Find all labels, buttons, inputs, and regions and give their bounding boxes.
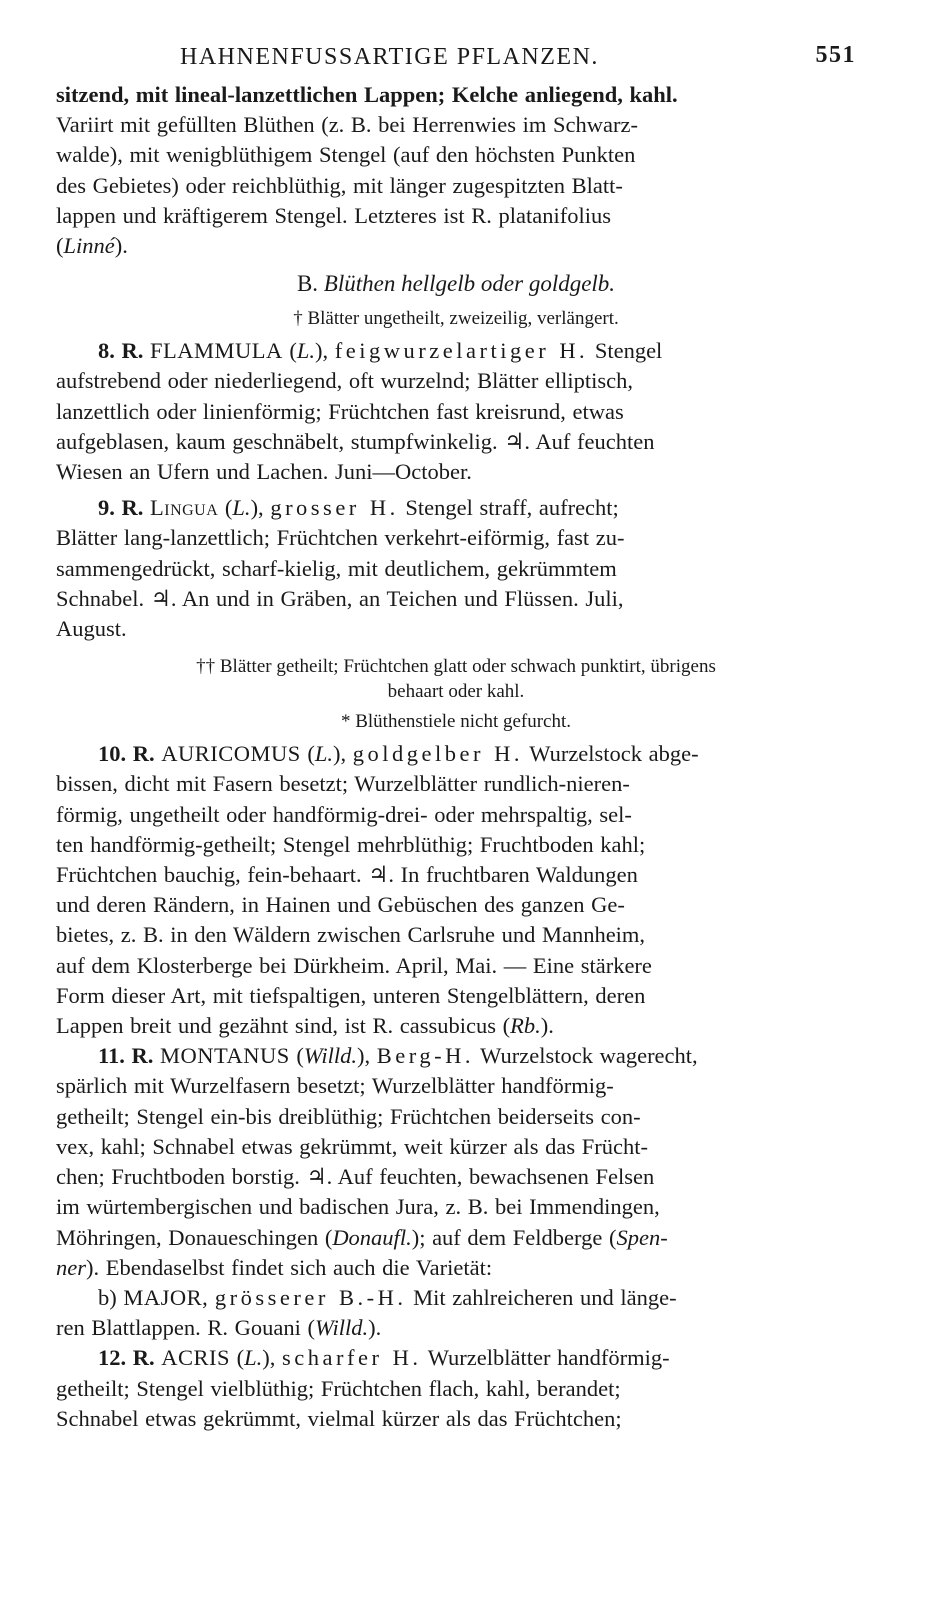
text-fragment: ). bbox=[540, 1013, 554, 1039]
text-line: Schnabel. ♃. An und in Gräben, an Teichen und Flüssen. Juli, bbox=[56, 585, 624, 611]
text-fragment: ), bbox=[250, 495, 264, 521]
text-line: aufgeblasen, kaum geschnäbelt, stumpfwinkelig. ♃. Auf feuchten bbox=[56, 428, 655, 454]
text-line: †† Blätter getheilt; Früchtchen glatt oder schwach punktirt, übrigens bbox=[196, 656, 716, 678]
common-name: Berg-H. bbox=[376, 1043, 474, 1069]
section-heading-b bbox=[56, 269, 856, 299]
species-entry-10 bbox=[56, 739, 856, 1041]
text-fragment: ), bbox=[315, 338, 329, 364]
text-fragment: Stengel bbox=[594, 338, 663, 364]
variety-label: b) bbox=[98, 1284, 117, 1310]
book-page bbox=[56, 40, 856, 1434]
species-name: FLAMMULA bbox=[150, 338, 283, 364]
text-line: Schnabel etwas gekrümmt, vielmal kürzer als das Früchtchen; bbox=[56, 1405, 622, 1431]
text-fragment: Stengel straff, aufrecht; bbox=[405, 495, 619, 521]
text-line: spärlich mit Wurzelfasern besetzt; Wurzelblätter handförmig- bbox=[56, 1073, 614, 1099]
text-line: vex, kahl; Schnabel etwas gekrümmt, weit kürzer als das Frücht- bbox=[56, 1133, 648, 1159]
entry-number: 9. R. bbox=[98, 495, 144, 521]
text-line: aufstrebend oder niederliegend, oft wurzelnd; Blätter elliptisch, bbox=[56, 368, 634, 394]
text-fragment: ); auf dem Feldberge ( bbox=[411, 1224, 617, 1250]
text-line: chen; Fruchtboden borstig. ♃. Auf feuchten, bewachsenen Felsen bbox=[56, 1164, 655, 1190]
text-fragment: ). Ebendaselbst findet sich auch die Varietät: bbox=[86, 1254, 493, 1280]
text-fragment: Möhringen, Donaueschingen ( bbox=[56, 1224, 333, 1250]
text-line: förmig, ungetheilt oder handförmig-drei- oder mehrspaltig, sel- bbox=[56, 801, 632, 827]
text-line: lappen und kräftigerem Stengel. Letzteres ist R. platanifolius bbox=[56, 202, 611, 228]
subsection-double-dagger bbox=[56, 654, 856, 704]
section-label: B. bbox=[296, 271, 319, 297]
text-fragment: Lappen breit und gezähnt sind, ist R. cassubicus ( bbox=[56, 1013, 511, 1039]
text-fragment: ( bbox=[236, 1345, 245, 1371]
author-name: L. bbox=[296, 338, 316, 364]
text-line: bissen, dicht mit Fasern besetzt; Wurzelblätter rundlich-nieren- bbox=[56, 771, 630, 797]
species-entry-12 bbox=[56, 1343, 856, 1434]
text-fragment: Wurzelblätter handförmig- bbox=[427, 1345, 670, 1371]
author-name: Willd. bbox=[303, 1043, 357, 1069]
text-line: bietes, z. B. in den Wäldern zwischen Carlsruhe und Mannheim, bbox=[56, 922, 646, 948]
variety-entry-b bbox=[56, 1283, 856, 1343]
variety-name: MAJOR, bbox=[123, 1284, 209, 1310]
author-name: L. bbox=[232, 495, 251, 521]
page-number: 551 bbox=[815, 42, 856, 68]
author-name: L. bbox=[244, 1345, 263, 1371]
species-entry-9 bbox=[56, 493, 856, 644]
subsection-dagger: † Blätter ungetheilt, zweizeilig, verlängert. bbox=[293, 308, 619, 330]
running-title: HAHNENFUSSARTIGE PFLANZEN. bbox=[180, 44, 599, 70]
common-name: grosser H. bbox=[270, 495, 399, 521]
common-name: goldgelber H. bbox=[352, 741, 524, 767]
text-line: Form dieser Art, mit tiefspaltigen, unteren Stengelblättern, deren bbox=[56, 982, 646, 1008]
common-name: grösserer B.-H. bbox=[214, 1284, 407, 1310]
text-line: getheilt; Stengel vielblüthig; Früchtchen flach, kahl, berandet; bbox=[56, 1375, 621, 1401]
common-name: feigwurzelartiger H. bbox=[334, 338, 589, 364]
author-name: L. bbox=[314, 741, 334, 767]
text-line: auf dem Klosterberge bei Dürkheim. April, Mai. — Eine stärkere bbox=[56, 952, 652, 978]
text-fragment: Wurzelstock abge- bbox=[529, 741, 699, 767]
entry-number: 11. R. bbox=[98, 1043, 154, 1069]
text-fragment: ren Blattlappen. R. Gouani ( bbox=[56, 1315, 315, 1341]
text-line: sammengedrückt, scharf-kielig, mit deutlichem, gekrümmtem bbox=[56, 555, 617, 581]
text-line: sitzend, mit lineal-lanzettlichen Lappen; Kelche anliegend, kahl. bbox=[56, 82, 678, 107]
subsection-asterisk: * Blüthenstiele nicht gefurcht. bbox=[340, 711, 572, 733]
text-fragment: ( bbox=[224, 495, 233, 521]
text-line: walde), mit wenigblüthigem Stengel (auf den höchsten Punkten bbox=[56, 142, 636, 168]
text-fragment: ), bbox=[357, 1043, 371, 1069]
entry-number: 10. R. bbox=[98, 741, 155, 767]
text-line: August. bbox=[56, 616, 127, 642]
running-header bbox=[56, 40, 856, 80]
text-line: lanzettlich oder linienförmig; Früchtchen fast kreisrund, etwas bbox=[56, 398, 624, 424]
common-name: scharfer H. bbox=[282, 1345, 422, 1371]
text-line: im würtembergischen und badischen Jura, z. B. bei Immendingen, bbox=[56, 1194, 660, 1220]
text-fragment: Wurzelstock wagerecht, bbox=[480, 1043, 698, 1069]
text-fragment: ( bbox=[56, 233, 64, 259]
text-line: getheilt; Stengel ein-bis dreiblüthig; Früchtchen beiderseits con- bbox=[56, 1103, 641, 1129]
species-name: Lingua bbox=[150, 495, 219, 521]
text-fragment: ( bbox=[307, 741, 315, 767]
author-name: Donaufl. bbox=[332, 1224, 412, 1250]
text-line: ten handförmig-getheilt; Stengel mehrblüthig; Fruchtboden kahl; bbox=[56, 831, 646, 857]
species-name: ACRIS bbox=[161, 1345, 231, 1371]
species-name: AURICOMUS bbox=[161, 741, 301, 767]
text-fragment: ). bbox=[368, 1315, 382, 1341]
species-entry-8 bbox=[56, 336, 856, 487]
section-title: Blüthen hellgelb oder goldgelb. bbox=[323, 271, 616, 297]
text-line: behaart oder kahl. bbox=[387, 681, 525, 703]
text-line: Blätter lang-lanzettlich; Früchtchen verkehrt-eiförmig, fast zu- bbox=[56, 525, 625, 551]
text-line: und deren Rändern, in Hainen und Gebüschen des ganzen Ge- bbox=[56, 892, 625, 918]
species-entry-11 bbox=[56, 1041, 856, 1283]
text-fragment: Mit zahlreicheren und länge- bbox=[413, 1284, 677, 1310]
text-line: des Gebietes) oder reichblüthig, mit länger zugespitzten Blatt- bbox=[56, 172, 623, 198]
text-line: Früchtchen bauchig, fein-behaart. ♃. In fruchtbaren Waldungen bbox=[56, 862, 638, 888]
entry-number: 12. R. bbox=[98, 1345, 155, 1371]
species-name: MONTANUS bbox=[160, 1043, 290, 1069]
entry-number: 8. R. bbox=[98, 338, 144, 364]
text-fragment: ), bbox=[333, 741, 347, 767]
text-line: Variirt mit gefüllten Blüthen (z. B. bei Herrenwies im Schwarz- bbox=[56, 112, 638, 138]
text-fragment: ). bbox=[114, 233, 128, 259]
continued-paragraph bbox=[56, 80, 856, 261]
author-name: ner bbox=[56, 1254, 86, 1280]
author-name: Rb. bbox=[510, 1013, 541, 1039]
author-name: Spen- bbox=[616, 1224, 668, 1250]
text-fragment: ( bbox=[296, 1043, 304, 1069]
author-name: Linné bbox=[63, 233, 115, 259]
text-line: Wiesen an Ufern und Lachen. Juni—October. bbox=[56, 459, 472, 485]
text-fragment: ), bbox=[262, 1345, 276, 1371]
author-name: Willd. bbox=[314, 1315, 369, 1341]
text-fragment: ( bbox=[289, 338, 297, 364]
